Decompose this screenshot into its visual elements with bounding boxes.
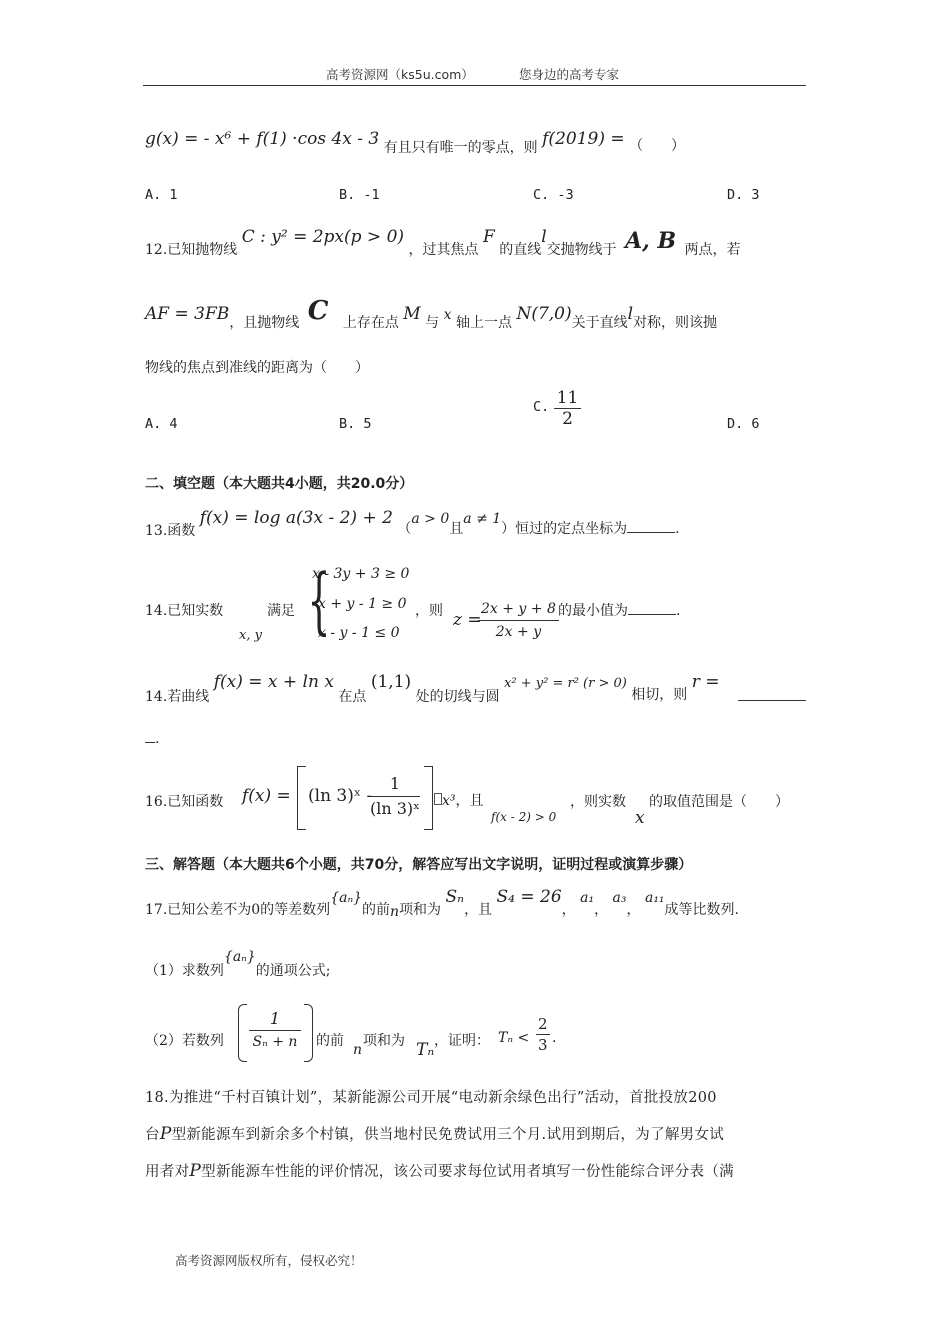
q12-text-2: ，过其焦点 <box>408 242 479 258</box>
q13-end: . <box>675 521 680 537</box>
q17-p1-text-b: 的通项公式; <box>255 963 331 979</box>
q11-formula: g(x) = - x⁶ + f(1) ·cos 4x - 3 <box>145 129 380 149</box>
q14a-vars: x, y <box>239 628 262 643</box>
q12-N: N(7,0) <box>516 304 572 324</box>
q14a-answer-blank <box>628 602 676 615</box>
q13-answer-blank <box>627 520 675 533</box>
q13-cond-1: a > 0 <box>411 511 450 527</box>
q12-text-10: 关于直线 <box>571 315 628 331</box>
q14a-text-2: 满足 <box>267 603 295 619</box>
q12-option-c-label: C. <box>533 398 550 415</box>
section-2-title: 二、填空题（本大题共4小题，共20.0分） <box>145 476 414 492</box>
q14b-text-4: 相切，则 <box>631 687 688 703</box>
q16-text-2: ，且 <box>455 793 484 809</box>
q17-text-6: 成等比数列. <box>664 902 739 918</box>
q14a-cond-2: x + y - 1 ≥ 0 <box>318 596 407 612</box>
q17-an: {aₙ} <box>330 890 363 906</box>
q17-text-1: 已知公差不为0的等差数列 <box>167 902 331 918</box>
q14b-text-1: 若曲线 <box>167 689 210 705</box>
q13-num: 13. <box>145 523 168 539</box>
q14b-point: (1,1) <box>370 672 412 692</box>
q16-frac-num: 1 <box>370 772 420 797</box>
q14a-tail <box>558 600 680 620</box>
q16-text-4: 的取值范围是（ ） <box>649 794 789 810</box>
q18-P-2: P <box>189 1161 202 1181</box>
q17-text-4: ，且 <box>464 902 493 918</box>
q14b-circle: x² + y² = r² (r > 0) <box>504 676 627 691</box>
q16-text-3: ，则实数 <box>570 794 626 810</box>
q14b-tail <box>145 730 159 747</box>
q12-cond: AF = 3FB <box>145 304 230 324</box>
q16-term-a: (ln 3)ˣ - <box>308 786 373 806</box>
q18-line-2b: 型新能源车到新余多个村镇，供当地村民免费试用三个月.试用到期后，为了解男女试 <box>171 1127 725 1143</box>
q12-c-num: 11 <box>554 388 582 409</box>
q16-x3: x³ <box>442 793 456 809</box>
q17-p2-text-c: 项和为 <box>363 1033 405 1049</box>
q16-bracket-right <box>424 766 433 830</box>
q12-C: C <box>307 296 329 326</box>
header-rule <box>143 85 806 86</box>
q14a-cond-3: x - y - 1 ≤ 0 <box>318 625 400 641</box>
q12-F: F <box>482 227 495 247</box>
q16-cond: f(x - 2) > 0 <box>491 810 557 824</box>
q18-line-3b: 型新能源车性能的评价情况，该公司要求每位试用者填写一份性能综合评分表（满 <box>201 1164 734 1180</box>
q14a-frac <box>478 598 559 643</box>
q16-frac <box>370 772 420 821</box>
q18-line-2 <box>145 1123 724 1144</box>
q14b-end: . <box>155 731 160 747</box>
q14a-frac-den: 2x + y <box>495 624 542 640</box>
q16-f: f(x) = <box>242 786 291 806</box>
q17-text-2: 的前 <box>362 902 391 918</box>
q12-line2 <box>145 296 718 331</box>
q16-box-icon <box>434 793 442 805</box>
q17-a3: a₃ <box>612 890 627 906</box>
q12-option-c <box>533 388 581 429</box>
q17-brace-right <box>304 1004 313 1062</box>
q17-p2-frac-num: 1 <box>249 1008 301 1031</box>
q14a-brace: { <box>307 558 331 642</box>
q17-ratio-den: 3 <box>538 1036 548 1054</box>
q17-brace-left <box>238 1004 247 1062</box>
q17-p1-text: （1）求数列 <box>145 963 224 979</box>
q17-part1 <box>145 946 331 979</box>
q17-p1-an: {aₙ} <box>223 949 256 965</box>
q11-option-b: B. -1 <box>339 187 380 203</box>
q12-option-b: B. 5 <box>339 416 372 432</box>
q17-a1: a₁ <box>580 890 595 906</box>
q17-S4: S₄ = 26 <box>496 887 562 907</box>
footer-copyright: 高考资源网版权所有，侵权必究！ <box>175 1253 363 1268</box>
q12-option-d: D. 6 <box>727 416 760 432</box>
q13-cond-2: a ≠ 1 <box>463 511 502 527</box>
q16-frac-den: (ln 3)ˣ <box>370 799 420 818</box>
q14a-num: 14. <box>145 603 168 619</box>
q17-n: n <box>390 904 400 920</box>
q12-l2: l <box>627 304 634 324</box>
q16-num-text <box>145 791 223 811</box>
q13-line <box>145 508 680 539</box>
q16-tail <box>434 790 484 810</box>
q17-Tn: Tₙ <box>416 1040 435 1060</box>
q12-option-a: A. 4 <box>145 416 178 432</box>
q12-text-1: 已知抛物线 <box>167 242 238 258</box>
q17-ratio <box>536 1014 550 1055</box>
q14a-text-1: 已知实数 <box>167 603 224 619</box>
q11-paren: （ ） <box>629 138 686 154</box>
q14a-text-4: 的最小值为 <box>558 603 628 619</box>
q16-x: x <box>635 808 645 828</box>
q17-ratio-num: 2 <box>538 1015 548 1033</box>
q17-text-5: ， <box>561 902 576 918</box>
q17-end: . <box>552 1030 557 1046</box>
q17-line <box>145 887 739 920</box>
q17-Sn: Sₙ <box>445 887 465 907</box>
q12-curve: C : y² = 2px(p > 0) <box>241 227 405 247</box>
q12-M: M <box>403 304 421 324</box>
q14b-num: 14. <box>145 689 168 705</box>
q12-text-3: 的直线 <box>499 242 542 258</box>
q16-text-1: 已知函数 <box>167 794 224 810</box>
q17-text-3: 项和为 <box>399 902 442 918</box>
q14a-z: z = <box>453 610 482 630</box>
q14b-text-3: 处的切线与圆 <box>415 689 500 705</box>
q17-p2-text-d: ，证明： <box>434 1033 490 1049</box>
q12-text-4: 交抛物线于 <box>546 242 617 258</box>
q17-p2-frac <box>249 1008 301 1053</box>
q17-comma-1: ， <box>594 902 609 918</box>
q12-text-11: 对称，则该抛 <box>633 315 718 331</box>
q17-ineq: Tₙ < <box>498 1030 530 1046</box>
q12-c-den: 2 <box>562 409 573 429</box>
q14b-answer-blank <box>738 688 806 701</box>
header-slogan: 您身边的高考专家 <box>519 67 620 82</box>
q12-option-c-frac <box>554 388 582 429</box>
q14a-text-3: ，则 <box>415 603 443 619</box>
header-site: 高考资源网（ks5u.com） <box>326 67 474 82</box>
q17-num: 17. <box>145 902 168 918</box>
q14b-formula: f(x) = x + ln x <box>213 672 334 692</box>
q12-text-5: 两点，若 <box>684 242 741 258</box>
q12-text-7: 上存在点 <box>342 315 399 331</box>
section-3-title: 三、解答题（本大题共6个小题，共70分，解答应写出文字说明，证明过程或演算步骤） <box>145 857 693 873</box>
q12-text-6: ，且抛物线 <box>229 315 300 331</box>
q18-line-3a: 用者对 <box>145 1164 190 1180</box>
q11-option-a: A. 1 <box>145 187 178 203</box>
q12-text-9: 轴上一点 <box>455 315 512 331</box>
q11-text: 有且只有唯一的零点，则 <box>383 140 538 156</box>
q14b-answer-blank-2 <box>145 730 155 743</box>
q13-text-2: （ <box>397 521 412 537</box>
q12-x: x <box>443 307 452 323</box>
q18-line-1: 18.为推进“千村百镇计划”，某新能源公司开展“电动新余绿色出行”活动，首批投放200 <box>145 1090 717 1106</box>
q17-p2-text-b: 的前 <box>316 1033 344 1049</box>
q13-formula: f(x) = log a(3x - 2) + 2 <box>199 508 393 528</box>
q14a-cond-1: x - 3y + 3 ≥ 0 <box>312 566 410 582</box>
q18-P: P <box>159 1124 172 1144</box>
q11-option-d: D. 3 <box>727 187 760 203</box>
q12-line3: 物线的焦点到准线的距离为（ ） <box>145 360 369 376</box>
q12-line1 <box>145 222 741 258</box>
q12-num: 12. <box>145 242 168 258</box>
q14a-frac-num: 2x + y + 8 <box>478 598 559 621</box>
q18-line-2a: 台 <box>145 1127 160 1143</box>
q12-AB: A, B <box>625 228 677 254</box>
q13-text-4: ）恒过的定点坐标为 <box>501 521 628 537</box>
q12-text-8: 与 <box>425 315 440 331</box>
q13-text-1: 函数 <box>167 523 196 539</box>
q12-l: l <box>541 227 547 247</box>
q17-p2-frac-den: Sₙ + n <box>252 1034 298 1050</box>
q17-p2-text: （2）若数列 <box>145 1033 224 1049</box>
q14a-end: . <box>676 603 681 619</box>
q14a-num-text <box>145 600 223 620</box>
q14b-r: r = <box>691 672 720 692</box>
q14b-line <box>145 672 720 705</box>
q17-comma-2: ， <box>626 902 641 918</box>
q11-option-c: C. -3 <box>533 187 574 203</box>
q11-ask: f(2019) = <box>542 129 625 149</box>
q17-p2-n: n <box>353 1042 363 1058</box>
q17-a11: a₁₁ <box>644 890 665 906</box>
q11-line <box>145 129 686 156</box>
q14b-text-2: 在点 <box>338 689 367 705</box>
q13-text-3: 且 <box>449 521 464 537</box>
q18-line-3 <box>145 1160 734 1181</box>
q16-num: 16. <box>145 794 168 810</box>
q16-bracket-left <box>297 766 306 830</box>
